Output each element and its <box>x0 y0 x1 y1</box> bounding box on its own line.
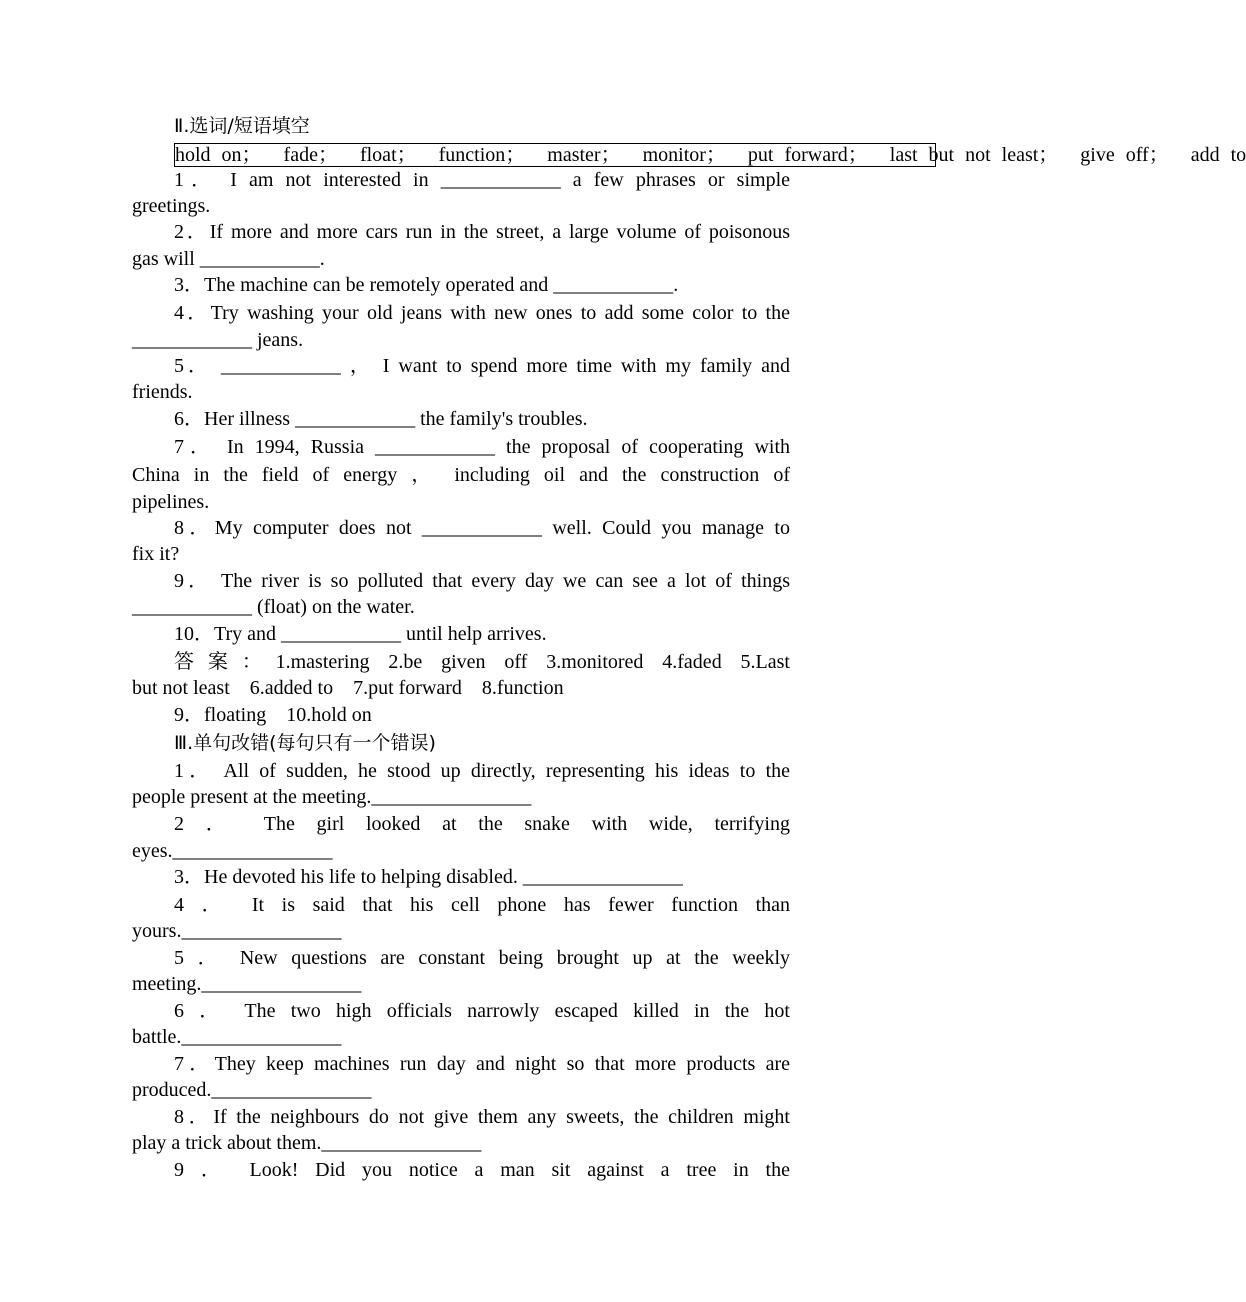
exercise-line: 6 ． The two high officials narrowly escaped killed in the hot <box>174 1000 790 1022</box>
section-2-heading: Ⅱ.选词/短语填空 <box>174 115 310 137</box>
exercise-line: ____________ (float) on the water. <box>132 596 415 618</box>
exercise-line: 8．My computer does not ____________ well. Could you manage to <box>174 517 790 539</box>
exercise-line: 7． In 1994, Russia ____________ the proposal of cooperating with <box>174 436 790 458</box>
exercise-line: 6．Her illness ____________ the family's troubles. <box>174 408 588 430</box>
exercise-line: 9．floating 10.hold on <box>174 704 372 726</box>
exercise-line: 答案：1.mastering 2.be given off 3.monitored 4.faded 5.Last <box>174 651 790 673</box>
word-bank-box: hold on； fade； float； function； master； monitor； put forward； last but not least； give off； add to <box>175 144 1246 166</box>
exercise-line: eyes.________________ <box>132 840 333 862</box>
exercise-line: 10．Try and ____________ until help arrives. <box>174 623 547 645</box>
exercise-line: pipelines. <box>132 491 210 513</box>
exercise-line: 1． All of sudden, he stood up directly, representing his ideas to the <box>174 760 790 782</box>
exercise-line: greetings. <box>132 195 211 217</box>
exercise-line: 4．Try washing your old jeans with new ones to add some color to the <box>174 302 790 324</box>
exercise-line: 2 ． The girl looked at the snake with wide, terrifying <box>174 813 790 835</box>
exercise-line: play a trick about them.________________ <box>132 1132 482 1154</box>
exercise-line: produced.________________ <box>132 1079 372 1101</box>
exercise-line: 3．He devoted his life to helping disabled. ________________ <box>174 866 683 888</box>
exercise-line: fix it? <box>132 543 180 565</box>
exercise-line: but not least 6.added to 7.put forward 8.function <box>132 677 564 699</box>
exercise-line: gas will ____________. <box>132 248 325 270</box>
exercise-line: 4 ． It is said that his cell phone has fewer function than <box>174 894 790 916</box>
exercise-line: 1． I am not interested in ____________ a few phrases or simple <box>174 169 790 191</box>
exercise-line: ____________ jeans. <box>132 329 304 351</box>
exercise-line: 9． The river is so polluted that every day we can see a lot of things <box>174 570 790 592</box>
exercise-line: 7．They keep machines run day and night so that more products are <box>174 1053 790 1075</box>
exercise-line: 5． ____________ ， I want to spend more time with my family and <box>174 355 790 377</box>
exercise-line: 3．The machine can be remotely operated and ____________. <box>174 274 679 296</box>
exercise-line: China in the field of energy ， including oil and the construction of <box>132 464 790 486</box>
exercise-line: 8．If the neighbours do not give them any sweets, the children might <box>174 1106 790 1128</box>
exercise-line: yours.________________ <box>132 920 342 942</box>
exercise-line: meeting.________________ <box>132 973 362 995</box>
section-3-heading: Ⅲ.单句改错(每句只有一个错误) <box>174 732 436 754</box>
exercise-line: battle.________________ <box>132 1026 342 1048</box>
exercise-line: 5 ． New questions are constant being brought up at the weekly <box>174 947 790 969</box>
exercise-line: people present at the meeting.________________ <box>132 786 532 808</box>
exercise-line: 9 ． Look! Did you notice a man sit against a tree in the <box>174 1159 790 1181</box>
exercise-line: 2．If more and more cars run in the street, a large volume of poisonous <box>174 221 790 243</box>
exercise-line: friends. <box>132 381 193 403</box>
